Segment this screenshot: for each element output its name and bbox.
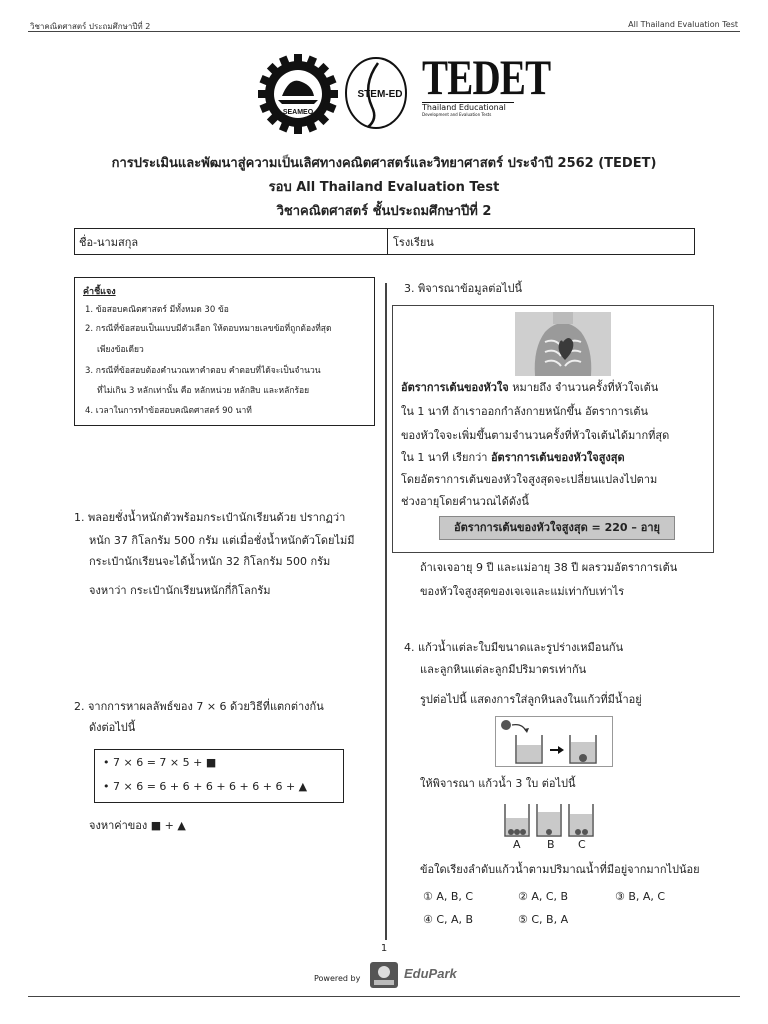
q3-text-line: ของหัวใจจะเพิ่มขึ้นตามจำนวนครั้งที่หัวใจเต้นได้มากที่สุด xyxy=(401,429,670,442)
q2-equations-box xyxy=(94,749,344,803)
glass-label-a: A xyxy=(513,838,521,851)
glass-label-b: B xyxy=(547,838,555,851)
marble-drop-illustration xyxy=(495,716,613,767)
q1-line: หนัก 37 กิโลกรัม 500 กรัม แต่เมื่อชั่งน้ำหนักตัวโดยไม่มี xyxy=(89,534,355,547)
svg-text:STEM-ED: STEM-ED xyxy=(357,89,403,100)
q3-text-line: ช่วงอายุโดยคำนวณได้ดังนี้ xyxy=(401,495,529,508)
q3-text-line: โดยอัตราการเต้นของหัวใจสูงสุดจะเปลี่ยนแปลงไปตาม xyxy=(401,473,658,486)
q2-equation: • 7 × 6 = 6 + 6 + 6 + 6 + 6 + 6 + ▲ xyxy=(103,780,308,793)
instruction-item: 1. ข้อสอบคณิตศาสตร์ มีทั้งหมด 30 ข้อ xyxy=(85,305,229,315)
q2-question: จงหาค่าของ ■ + ▲ xyxy=(89,819,186,832)
partner-logo xyxy=(370,962,398,988)
choice-2[interactable]: ② A, C, B xyxy=(518,890,569,903)
q3-intro: 3. พิจารณาข้อมูลต่อไปนี้ xyxy=(404,282,523,295)
q2-equation: • 7 × 6 = 7 × 5 + ■ xyxy=(103,756,217,769)
title-line-1: การประเมินและพัฒนาสู่ความเป็นเลิศทางคณิตศาสตร์และวิทยาศาสตร์ ประจำปี 2562 (TEDET) xyxy=(111,156,657,171)
q1-line: กระเป๋านักเรียนจะได้น้ำหนัก 32 กิโลกรัม 500 กรัม xyxy=(89,555,331,568)
student-info-form xyxy=(74,228,695,255)
column-divider xyxy=(385,283,387,940)
edupark-logo: EduPark xyxy=(404,966,457,981)
instructions-heading: คำชี้แจง xyxy=(83,287,116,297)
instructions-box xyxy=(74,277,375,426)
q1-line: 1. พลอยชั่งน้ำหนักตัวพร้อมกระเป๋านักเรียนด้วย ปรากฏว่า xyxy=(74,511,346,524)
q4-consider: ให้พิจารณา แก้วน้ำ 3 ใบ ต่อไปนี้ xyxy=(420,777,576,790)
title-line-2: รอบ All Thailand Evaluation Test xyxy=(268,180,500,195)
choice-5[interactable]: ⑤ C, B, A xyxy=(518,913,569,926)
instruction-item: 4. เวลาในการทำข้อสอบคณิตศาสตร์ 90 นาที xyxy=(85,406,252,416)
q3-question: ถ้าเจเจอายุ 9 ปี และแม่อายุ 38 ปี ผลรวมอัตราการเต้น xyxy=(420,561,678,574)
glass-label-c: C xyxy=(578,838,586,851)
stem-ed-logo xyxy=(342,55,410,131)
q1-question: จงหาว่า กระเป๋านักเรียนหนักกี่กิโลกรัม xyxy=(89,584,271,597)
school-field-label[interactable]: โรงเรียน xyxy=(393,236,434,249)
q4-line: และลูกหินแต่ละลูกมีปริมาตรเท่ากัน xyxy=(420,663,587,676)
q2-line: ดังต่อไปนี้ xyxy=(89,721,136,734)
heart-chest-image xyxy=(515,312,611,376)
q4-line: รูปต่อไปนี้ แสดงการใส่ลูกหินลงในแก้วที่มีน้ำอยู่ xyxy=(420,693,642,706)
name-field-label[interactable]: ชื่อ-นามสกุล xyxy=(79,236,139,249)
choice-3[interactable]: ③ B, A, C xyxy=(615,890,666,903)
page-number: 1 xyxy=(380,943,388,954)
choice-1[interactable]: ① A, B, C xyxy=(423,890,474,903)
q3-definition: อัตราการเต้นของหัวใจ หมายถึง จำนวนครั้งที่หัวใจเต้น xyxy=(401,381,659,394)
q3-text-line: ใน 1 นาที เรียกว่า อัตราการเต้นของหัวใจสูงสุด xyxy=(401,451,625,464)
q2-line: 2. จากการหาผลลัพธ์ของ 7 × 6 ด้วยวิธีที่แตกต่างกัน xyxy=(74,700,324,713)
instruction-item: เพียงข้อเดียว xyxy=(97,345,144,355)
instruction-item: 2. กรณีที่ข้อสอบเป็นแบบมีตัวเลือก ให้ตอบหมายเลขข้อที่ถูกต้องที่สุด xyxy=(85,324,332,334)
title-line-3: วิชาคณิตศาสตร์ ชั้นประถมศึกษาปีที่ 2 xyxy=(276,204,492,219)
q3-formula: อัตราการเต้นของหัวใจสูงสุด = 220 – อายุ xyxy=(439,516,675,540)
three-glasses-illustration xyxy=(503,802,595,838)
tedet-logo: TEDET Thailand Educational Development and Evaluation Tests xyxy=(422,49,551,117)
header-rule xyxy=(28,31,740,32)
instruction-item: ที่ไม่เกิน 3 หลักเท่านั้น คือ หลักหน่วย หลักสิบ และหลักร้อย xyxy=(97,386,310,396)
choice-4[interactable]: ④ C, A, B xyxy=(423,913,474,926)
q3-question: ของหัวใจสูงสุดของเจเจและแม่เท่ากับเท่าไร xyxy=(420,585,625,598)
q3-text-line: ใน 1 นาที ถ้าเราออกกำลังกายหนักขึ้น อัตราการเต้น xyxy=(401,405,649,418)
header-left: วิชาคณิตศาสตร์ ประถมศึกษาปีที่ 2 xyxy=(30,22,151,31)
q4-line: 4. แก้วน้ำแต่ละใบมีขนาดและรูปร่างเหมือนกัน xyxy=(404,641,624,654)
header-right: All Thailand Evaluation Test xyxy=(628,20,738,29)
seameo-logo xyxy=(256,52,340,136)
instruction-item: 3. กรณีที่ข้อสอบต้องคำนวณหาคำตอบ คำตอบที่ได้จะเป็นจำนวน xyxy=(85,366,321,376)
q3-info-box xyxy=(392,305,714,553)
q4-question: ข้อใดเรียงลำดับแก้วน้ำตามปริมาณน้ำที่มีอยู่จากมากไปน้อย xyxy=(420,863,700,876)
svg-text:SEAMEO: SEAMEO xyxy=(282,109,314,116)
footer-rule xyxy=(28,996,740,997)
powered-by-label: Powered by xyxy=(314,974,361,983)
